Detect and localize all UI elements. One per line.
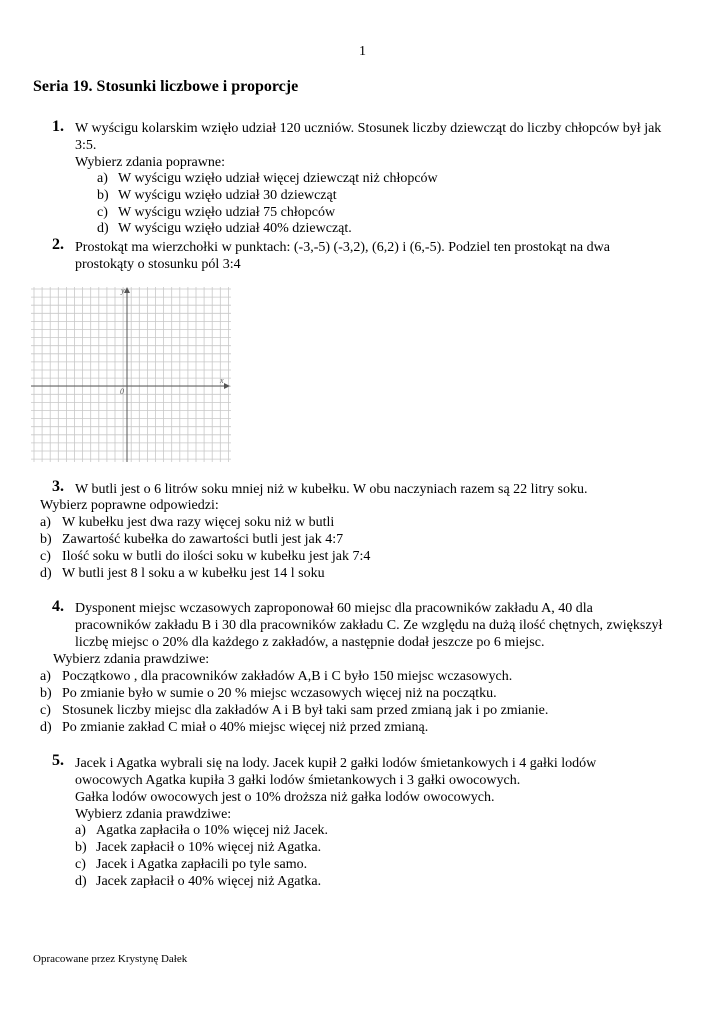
page-title: Seria 19. Stosunki liczbowe i proporcje xyxy=(33,78,299,95)
option-letter: a) xyxy=(40,515,51,530)
question-text: Dysponent miejsc wczasowych zaproponował 60 miejsc dla pracowników zakładu A, 40 dla xyxy=(75,601,593,616)
question-text: Gałka lodów owocowych jest o 10% droższa niż gałka lodów owocowych. xyxy=(75,790,495,805)
option-letter: c) xyxy=(75,857,86,872)
coordinate-grid xyxy=(31,287,231,462)
option-letter: d) xyxy=(97,221,109,236)
x-axis-label: x xyxy=(220,376,224,385)
option-letter: a) xyxy=(97,171,108,186)
option-text: Stosunek liczby miejsc dla zakładów A i B był taki sam przed zmianą jak i po zmianie. xyxy=(62,703,549,718)
origin-label: 0 xyxy=(120,387,124,396)
question-number: 2. xyxy=(52,236,64,253)
option-text: W wyścigu wzięło udział 75 chłopców xyxy=(118,205,336,220)
option-text: W wyścigu wzięło udział 30 dziewcząt xyxy=(118,188,337,203)
question-text: liczbę miejsc o 20% dla każdego z zakładów, a następnie dodał jeszcze po 6 miejsc. xyxy=(75,635,545,650)
question-text: W butli jest o 6 litrów soku mniej niż w kubełku. W obu naczyniach razem są 22 litry soku. xyxy=(75,482,588,497)
y-axis-arrow xyxy=(124,287,130,293)
option-text: Zawartość kubełka do zawartości butli jest jak 4:7 xyxy=(62,532,344,547)
option-letter: b) xyxy=(40,532,52,547)
question-number: 3. xyxy=(52,478,64,495)
option-letter: a) xyxy=(75,823,86,838)
option-letter: c) xyxy=(97,205,108,220)
option-text: Jacek zapłacił o 10% więcej niż Agatka. xyxy=(96,840,322,855)
question-prompt: Wybierz zdania prawdziwe: xyxy=(75,807,232,822)
question-text: prostokąty o stosunku pól 3:4 xyxy=(75,257,241,272)
question-prompt: Wybierz zdania poprawne: xyxy=(75,155,225,170)
option-letter: d) xyxy=(75,874,87,889)
page-number: 1 xyxy=(359,44,366,59)
grid-lines xyxy=(31,287,231,462)
question-number: 5. xyxy=(52,752,64,769)
option-text: Jacek i Agatka zapłacili po tyle samo. xyxy=(96,857,308,872)
option-letter: c) xyxy=(40,549,51,564)
question-prompt: Wybierz zdania prawdziwe: xyxy=(53,652,210,667)
question-prompt: Wybierz poprawne odpowiedzi: xyxy=(40,498,219,513)
option-text: Początkowo , dla pracowników zakładów A,B i C było 150 miejsc wczasowych. xyxy=(62,669,513,684)
option-text: Ilość soku w butli do ilości soku w kubełku jest jak 7:4 xyxy=(62,549,371,564)
option-text: W wyścigu wzięło udział 40% dziewcząt. xyxy=(118,221,352,236)
question-text: Prostokąt ma wierzchołki w punktach: (-3,-5) (-3,2), (6,2) i (6,-5). Podziel ten prostokąt na dwa xyxy=(75,240,610,255)
option-text: W wyścigu wzięło udział więcej dziewcząt niż chłopców xyxy=(118,171,438,186)
x-axis-arrow xyxy=(224,383,230,389)
question-text: W wyścigu kolarskim wzięło udział 120 uczniów. Stosunek liczby dziewcząt do liczby chłopców był jak xyxy=(75,121,662,136)
option-letter: b) xyxy=(97,188,109,203)
option-letter: d) xyxy=(40,720,52,735)
question-text: Jacek i Agatka wybrali się na lody. Jacek kupił 2 gałki lodów śmietankowych i 4 gałki lodów xyxy=(75,756,597,771)
option-letter: b) xyxy=(40,686,52,701)
option-text: Jacek zapłacił o 40% więcej niż Agatka. xyxy=(96,874,322,889)
option-text: Po zmianie było w sumie o 20 % miejsc wczasowych więcej niż na początku. xyxy=(62,686,497,701)
question-text: pracowników zakładu B i 30 dla pracowników zakładu C. Ze względu na dużą ilość chętnych, zwiększył xyxy=(75,618,663,633)
option-text: Agatka zapłaciła o 10% więcej niż Jacek. xyxy=(96,823,329,838)
question-number: 4. xyxy=(52,598,64,615)
option-text: W kubełku jest dwa razy więcej soku niż w butli xyxy=(62,515,335,530)
option-letter: a) xyxy=(40,669,51,684)
option-text: Po zmianie zakład C miał o 40% miejsc więcej niż przed zmianą. xyxy=(62,720,429,735)
y-axis-label: y xyxy=(121,287,125,295)
option-letter: d) xyxy=(40,566,52,581)
option-text: W butli jest 8 l soku a w kubełku jest 14 l soku xyxy=(62,566,325,581)
option-letter: b) xyxy=(75,840,87,855)
question-text: 3:5. xyxy=(75,138,97,153)
option-letter: c) xyxy=(40,703,51,718)
footer-author: Opracowane przez Krystynę Dałek xyxy=(33,953,188,965)
question-number: 1. xyxy=(52,118,64,135)
question-text: owocowych Agatka kupiła 3 gałki lodów śmietankowych i 3 gałki owocowych. xyxy=(75,773,521,788)
